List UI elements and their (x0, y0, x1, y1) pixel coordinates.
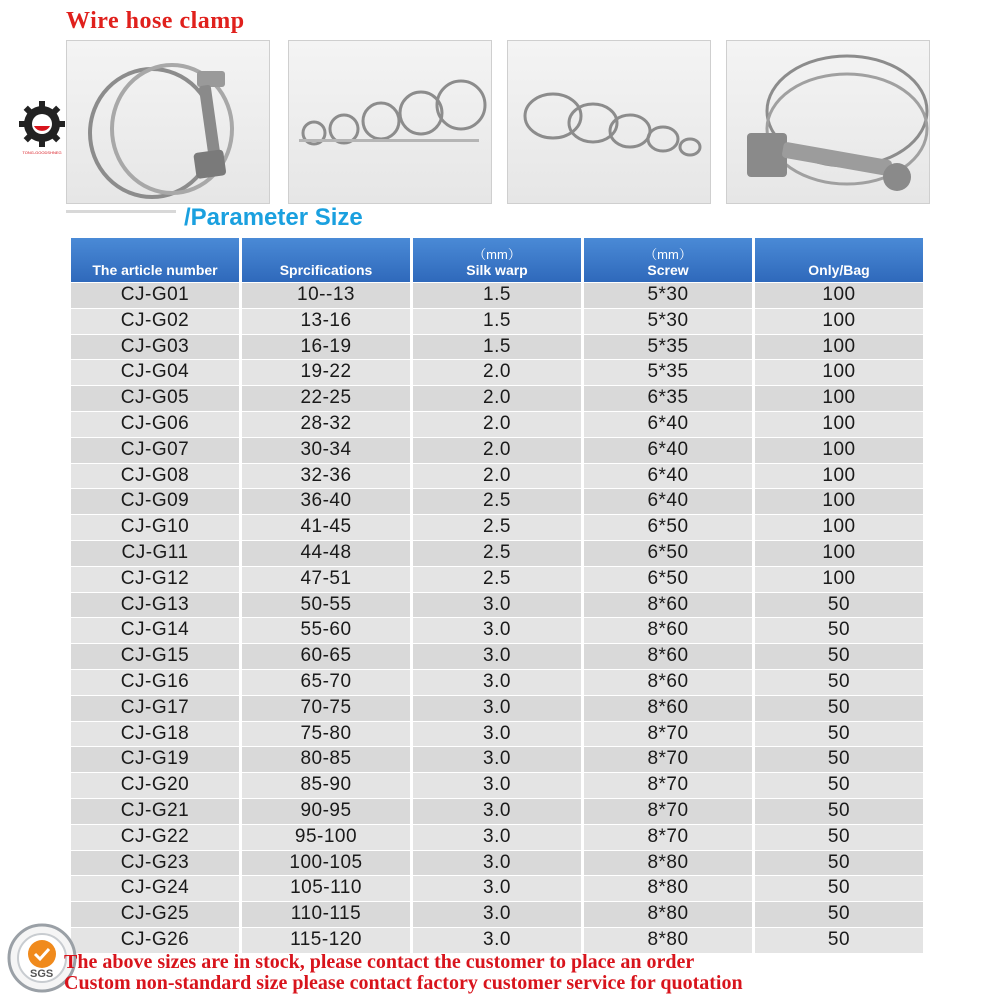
column-label: Silk warp (466, 262, 528, 278)
table-row (71, 593, 923, 618)
table-cell: CJ-G14 (71, 618, 239, 643)
single-clamp-closeup-icon (67, 41, 269, 203)
table-row (71, 541, 923, 566)
table-cell: 8*70 (584, 825, 752, 850)
clamp-photo-3 (507, 40, 711, 204)
table-row (71, 902, 923, 927)
table-cell: 50 (755, 851, 923, 876)
table-cell: 100 (755, 386, 923, 411)
sgs-text: SGS (30, 968, 54, 980)
table-cell: 8*80 (584, 851, 752, 876)
clamp-screw-closeup-icon (727, 41, 929, 203)
table-cell: 5*30 (584, 309, 752, 334)
table-cell: 115-120 (242, 928, 410, 953)
table-cell: 8*80 (584, 902, 752, 927)
table-cell: CJ-G23 (71, 851, 239, 876)
table-cell: 60-65 (242, 644, 410, 669)
table-cell: 100 (755, 360, 923, 385)
table-cell: 8*60 (584, 593, 752, 618)
table-cell: 8*70 (584, 747, 752, 772)
table-cell: CJ-G24 (71, 876, 239, 901)
table-cell: 8*60 (584, 696, 752, 721)
table-cell: CJ-G13 (71, 593, 239, 618)
table-cell: CJ-G25 (71, 902, 239, 927)
column-header (755, 238, 923, 282)
table-cell: 50 (755, 593, 923, 618)
clamp-photo-2 (288, 40, 492, 204)
table-cell: 3.0 (413, 799, 581, 824)
table-cell: 1.5 (413, 309, 581, 334)
table-row (71, 283, 923, 308)
table-cell: 95-100 (242, 825, 410, 850)
table-cell: 6*40 (584, 412, 752, 437)
table-cell: 3.0 (413, 928, 581, 953)
table-cell: 10--13 (242, 283, 410, 308)
column-header (413, 238, 581, 282)
table-cell: 5*35 (584, 360, 752, 385)
table-cell: CJ-G01 (71, 283, 239, 308)
table-row (71, 851, 923, 876)
table-cell: 3.0 (413, 670, 581, 695)
table-cell: CJ-G11 (71, 541, 239, 566)
table-row (71, 670, 923, 695)
column-header (584, 238, 752, 282)
table-cell: 36-40 (242, 489, 410, 514)
table-cell: 13-16 (242, 309, 410, 334)
table-cell: 2.0 (413, 464, 581, 489)
table-cell: 30-34 (242, 438, 410, 463)
table-cell: 100 (755, 489, 923, 514)
table-cell: CJ-G18 (71, 722, 239, 747)
table-cell: 50 (755, 670, 923, 695)
table-cell: 50 (755, 722, 923, 747)
table-cell: CJ-G08 (71, 464, 239, 489)
table-row (71, 876, 923, 901)
table-cell: CJ-G12 (71, 567, 239, 592)
table-cell: 50 (755, 928, 923, 953)
table-cell: 1.5 (413, 283, 581, 308)
table-cell: CJ-G10 (71, 515, 239, 540)
table-cell: CJ-G22 (71, 825, 239, 850)
table-cell: CJ-G02 (71, 309, 239, 334)
table-cell: 90-95 (242, 799, 410, 824)
table-cell: 50 (755, 696, 923, 721)
table-cell: 8*60 (584, 670, 752, 695)
table-row (71, 438, 923, 463)
table-cell: 50 (755, 825, 923, 850)
table-cell: CJ-G03 (71, 335, 239, 360)
table-cell: 8*60 (584, 618, 752, 643)
table-row (71, 335, 923, 360)
table-cell: 28-32 (242, 412, 410, 437)
table-cell: 70-75 (242, 696, 410, 721)
table-cell: 3.0 (413, 747, 581, 772)
table-cell: CJ-G15 (71, 644, 239, 669)
table-row (71, 696, 923, 721)
table-cell: 3.0 (413, 722, 581, 747)
table-cell: 55-60 (242, 618, 410, 643)
footer-stock-notice: The above sizes are in stock, please contact the customer to place an order (64, 951, 695, 973)
column-unit: （mm） (644, 247, 692, 262)
table-cell: 100 (755, 335, 923, 360)
table-row (71, 644, 923, 669)
table-cell: 50 (755, 902, 923, 927)
table-cell: 3.0 (413, 851, 581, 876)
table-row (71, 773, 923, 798)
table-cell: CJ-G20 (71, 773, 239, 798)
table-cell: 6*40 (584, 438, 752, 463)
table-cell: 3.0 (413, 902, 581, 927)
table-cell: 3.0 (413, 696, 581, 721)
parameter-table (68, 237, 926, 954)
table-cell: 8*80 (584, 928, 752, 953)
table-body (71, 283, 923, 953)
table-cell: 85-90 (242, 773, 410, 798)
table-cell: CJ-G06 (71, 412, 239, 437)
table-cell: 5*30 (584, 283, 752, 308)
table-cell: 50 (755, 747, 923, 772)
column-header (242, 238, 410, 282)
table-cell: 8*60 (584, 644, 752, 669)
section-title: /Parameter Size (184, 204, 363, 231)
table-cell: CJ-G21 (71, 799, 239, 824)
table-cell: 2.5 (413, 489, 581, 514)
table-header-row (71, 238, 923, 282)
table-row (71, 464, 923, 489)
clamp-size-lineup-icon (508, 41, 710, 203)
table-cell: 3.0 (413, 644, 581, 669)
table-row (71, 309, 923, 334)
table-cell: 75-80 (242, 722, 410, 747)
column-label: The article number (92, 262, 218, 278)
table-row (71, 799, 923, 824)
table-cell: 3.0 (413, 876, 581, 901)
table-cell: 2.5 (413, 567, 581, 592)
table-cell: CJ-G09 (71, 489, 239, 514)
table-cell: 8*70 (584, 799, 752, 824)
table-cell: 2.0 (413, 386, 581, 411)
table-cell: 16-19 (242, 335, 410, 360)
table-cell: 50 (755, 799, 923, 824)
table-cell: 50 (755, 644, 923, 669)
table-cell: CJ-G17 (71, 696, 239, 721)
table-row (71, 386, 923, 411)
table-cell: 32-36 (242, 464, 410, 489)
table-cell: 100 (755, 438, 923, 463)
table-row (71, 722, 923, 747)
table-row (71, 412, 923, 437)
table-row (71, 515, 923, 540)
table-cell: 19-22 (242, 360, 410, 385)
brand-logo-text: TONG-GOODSHNEG (22, 150, 62, 155)
table-cell: 6*40 (584, 489, 752, 514)
table-cell: 6*50 (584, 515, 752, 540)
table-cell: 3.0 (413, 618, 581, 643)
table-cell: 100 (755, 309, 923, 334)
table-row (71, 747, 923, 772)
table-cell: 100 (755, 283, 923, 308)
divider (66, 210, 176, 213)
table-cell: 6*35 (584, 386, 752, 411)
table-cell: 2.5 (413, 541, 581, 566)
table-cell: 3.0 (413, 773, 581, 798)
table-cell: 100 (755, 412, 923, 437)
footer-custom-notice: Custom non-standard size please contact factory customer service for quotation (64, 972, 743, 994)
table-cell: 105-110 (242, 876, 410, 901)
column-label: Only/Bag (808, 262, 870, 278)
clamp-row-icon (289, 41, 491, 203)
table-row (71, 825, 923, 850)
table-cell: 50 (755, 618, 923, 643)
table-cell: 3.0 (413, 825, 581, 850)
table-row (71, 928, 923, 953)
table-cell: 8*80 (584, 876, 752, 901)
table-cell: 44-48 (242, 541, 410, 566)
table-cell: 2.0 (413, 360, 581, 385)
table-cell: 80-85 (242, 747, 410, 772)
table-cell: 50 (755, 773, 923, 798)
table-cell: 100 (755, 567, 923, 592)
column-label: Sprcifications (279, 262, 373, 278)
table-cell: 6*50 (584, 567, 752, 592)
table-cell: 2.5 (413, 515, 581, 540)
clamp-photo-1 (66, 40, 270, 204)
table-row (71, 489, 923, 514)
table-cell: 8*70 (584, 773, 752, 798)
table-cell: 3.0 (413, 593, 581, 618)
table-cell: CJ-G26 (71, 928, 239, 953)
table-cell: 6*50 (584, 541, 752, 566)
table-cell: 100 (755, 464, 923, 489)
table-cell: CJ-G05 (71, 386, 239, 411)
table-cell: 41-45 (242, 515, 410, 540)
table-row (71, 618, 923, 643)
table-cell: 65-70 (242, 670, 410, 695)
table-cell: 50-55 (242, 593, 410, 618)
table-row (71, 567, 923, 592)
table-cell: 22-25 (242, 386, 410, 411)
column-header (71, 238, 239, 282)
column-label: Screw (647, 262, 689, 278)
table-cell: 2.0 (413, 438, 581, 463)
table-cell: CJ-G04 (71, 360, 239, 385)
page-title: Wire hose clamp (66, 8, 245, 34)
table-row (71, 360, 923, 385)
table-cell: 50 (755, 876, 923, 901)
table-cell: CJ-G16 (71, 670, 239, 695)
table-cell: 2.0 (413, 412, 581, 437)
brand-logo (14, 100, 70, 160)
table-cell: 110-115 (242, 902, 410, 927)
table-cell: CJ-G19 (71, 747, 239, 772)
table-cell: 100 (755, 541, 923, 566)
clamp-photo-4 (726, 40, 930, 204)
table-cell: 1.5 (413, 335, 581, 360)
table-cell: 100-105 (242, 851, 410, 876)
table-cell: 6*40 (584, 464, 752, 489)
table-cell: 47-51 (242, 567, 410, 592)
table-cell: 5*35 (584, 335, 752, 360)
table-cell: 100 (755, 515, 923, 540)
table-cell: 8*70 (584, 722, 752, 747)
column-unit: （mm） (473, 247, 521, 262)
table-cell: CJ-G07 (71, 438, 239, 463)
